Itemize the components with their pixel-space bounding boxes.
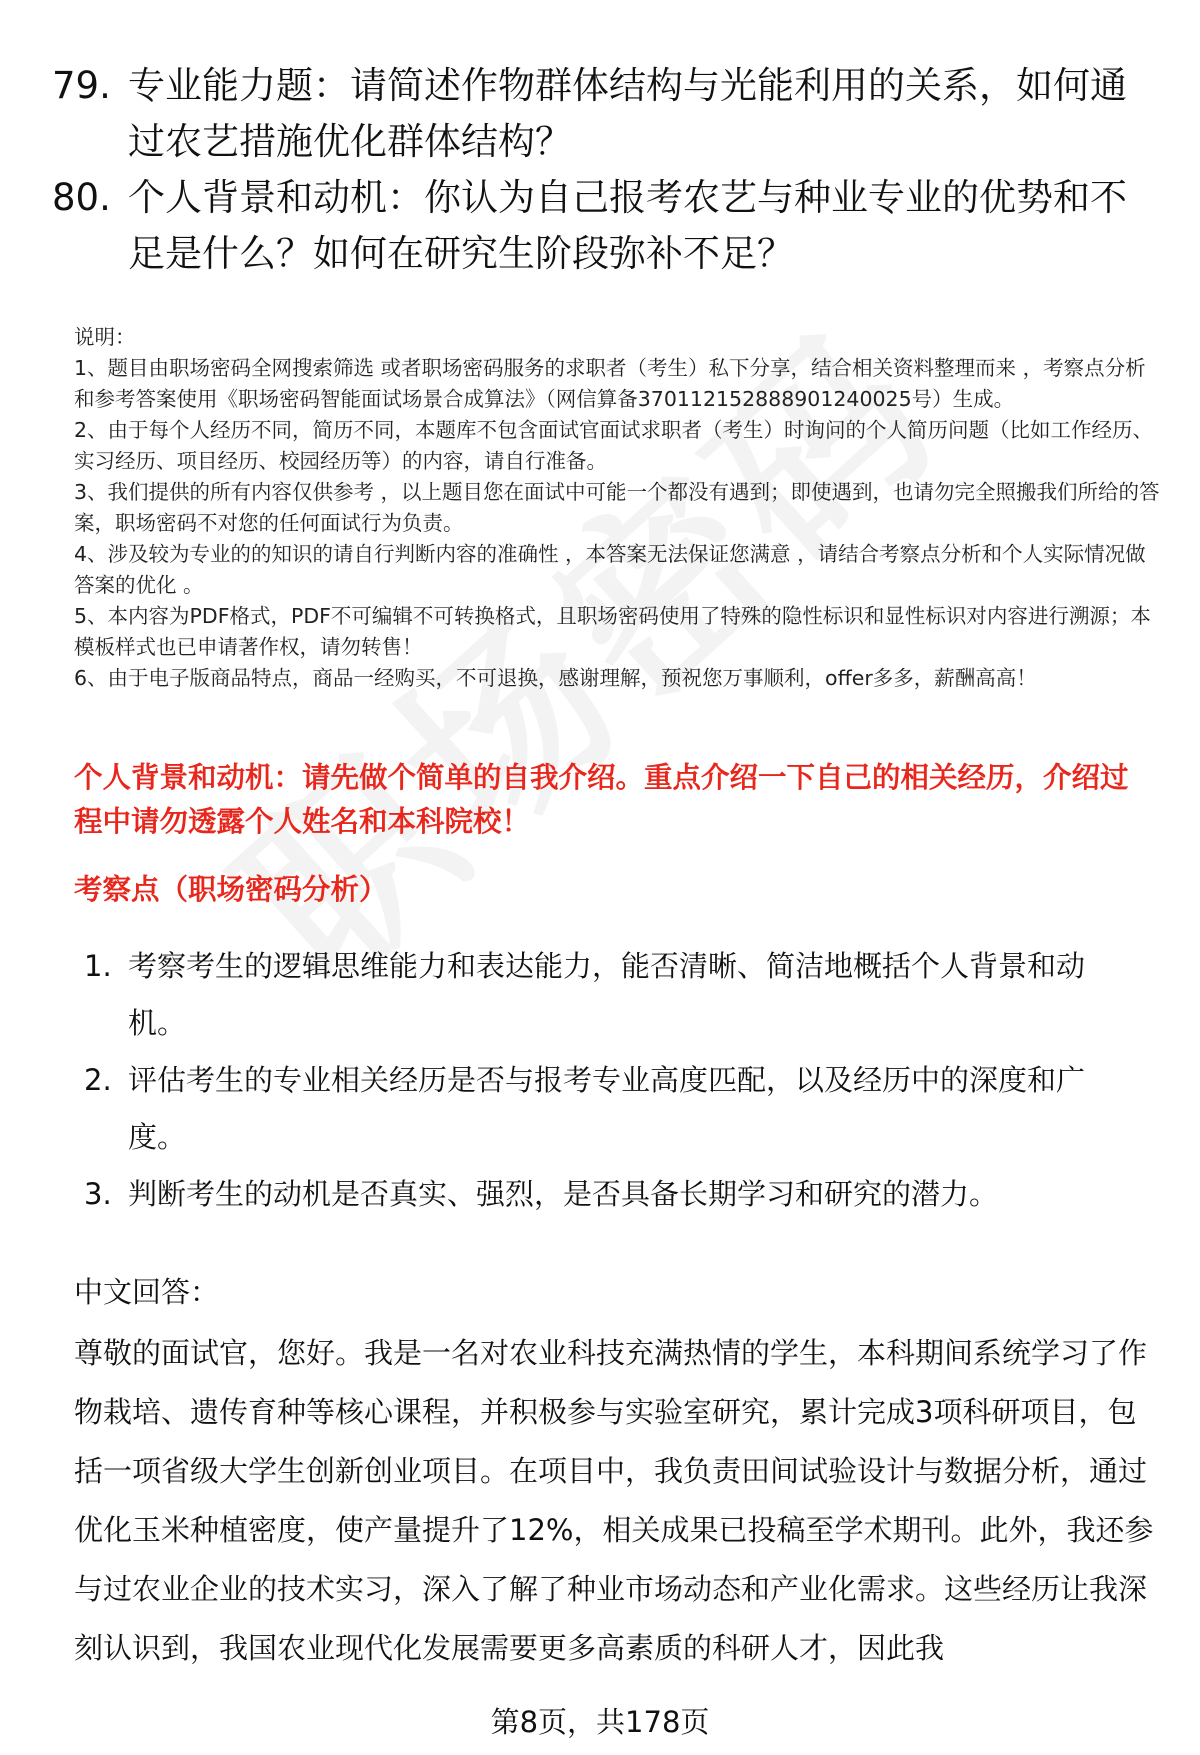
question-number: 80. [52,176,111,219]
question-number: 79. [52,64,111,107]
note-item: 1、题目由职场密码全网搜索筛选 或者职场密码服务的求职者（考生）私下分享，结合相关资料整理而来 ，考察点分析和参考答案使用《职场密码智能面试场景合成算法》（网信算备370112152888901240025号）生成。 [74,356,1146,411]
answer-label: 中文回答： [74,1275,220,1309]
answer-text: 尊敬的面试官，您好。我是一名对农业科技充满热情的学生，本科期间系统学习了作物栽培、遗传育种等核心课程，并积极参与实验室研究，累计完成3项科研项目，包括一项省级大学生创新创业项目。在项目中，我负责田间试验设计与数据分析，通过优化玉米种植密度，使产量提升了12%，相关成果已投稿至学术期刊。此外，我还参与过农业企业的技术实习，深入了解了种业市场动态和产业化需求。这些经历让我深刻认识到，我国农业现代化发展需要更多高素质的科研人才，因此我 [74,1336,1154,1665]
question-text: 个人背景和动机：你认为自己报考农艺与种业专业的优势和不足是什么？如何在研究生阶段弥补不足？ [128,176,1127,275]
point-text: 评估考生的专业相关经历是否与报考专业高度匹配，以及经历中的深度和广度。 [128,1063,1086,1154]
note-item: 2、由于每个人经历不同，简历不同，本题库不包含面试官面试求职者（考生）时询问的个人简历问题（比如工作经历、实习经历、项目经历、校园经历等）的内容，请自行准备。 [74,418,1154,473]
current-question: 个人背景和动机：请先做个简单的自我介绍。重点介绍一下自己的相关经历，介绍过程中请勿透露个人姓名和本科院校！ [74,761,1129,838]
analysis-point [84,1166,1134,1223]
note-item: 3、我们提供的所有内容仅供参考 ，以上题目您在面试中可能一个都没有遇到；即使遇到，也请勿完全照搬我们所给的答案，职场密码不对您的任何面试行为负责。 [74,480,1160,535]
point-text: 考察考生的逻辑思维能力和表达能力，能否清晰、简洁地概括个人背景和动机。 [128,949,1086,1040]
question-80 [52,170,1152,282]
point-number: 1. [84,949,112,983]
point-text: 判断考生的动机是否真实、强烈，是否具备长期学习和研究的潜力。 [128,1177,999,1211]
analysis-heading: 考察点（职场密码分析） [74,873,388,906]
note-item: 6、由于电子版商品特点，商品一经购买，不可退换，感谢理解，预祝您万事顺利，offer多多，薪酬高高！ [74,666,1037,690]
question-text: 专业能力题：请简述作物群体结构与光能利用的关系，如何通过农艺措施优化群体结构？ [128,64,1127,163]
analysis-points [84,938,1134,1223]
question-79 [52,58,1152,170]
note-item: 5、本内容为PDF格式，PDF不可编辑不可转换格式，且职场密码使用了特殊的隐性标识和显性标识对内容进行溯源；本模板样式也已申请著作权，请勿转售！ [74,604,1151,659]
analysis-point [84,938,1134,1052]
page-footer: 第8页，共178页 [490,1705,710,1739]
notes-title: 说明： [74,325,136,349]
notes-section [74,322,1164,694]
point-number: 2. [84,1063,112,1097]
note-item: 4、涉及较为专业的的知识的请自行判断内容的准确性 ，本答案无法保证您满意 ，请结合考察点分析和个人实际情况做答案的优化 。 [74,542,1146,597]
analysis-point [84,1052,1134,1166]
point-number: 3. [84,1177,112,1211]
